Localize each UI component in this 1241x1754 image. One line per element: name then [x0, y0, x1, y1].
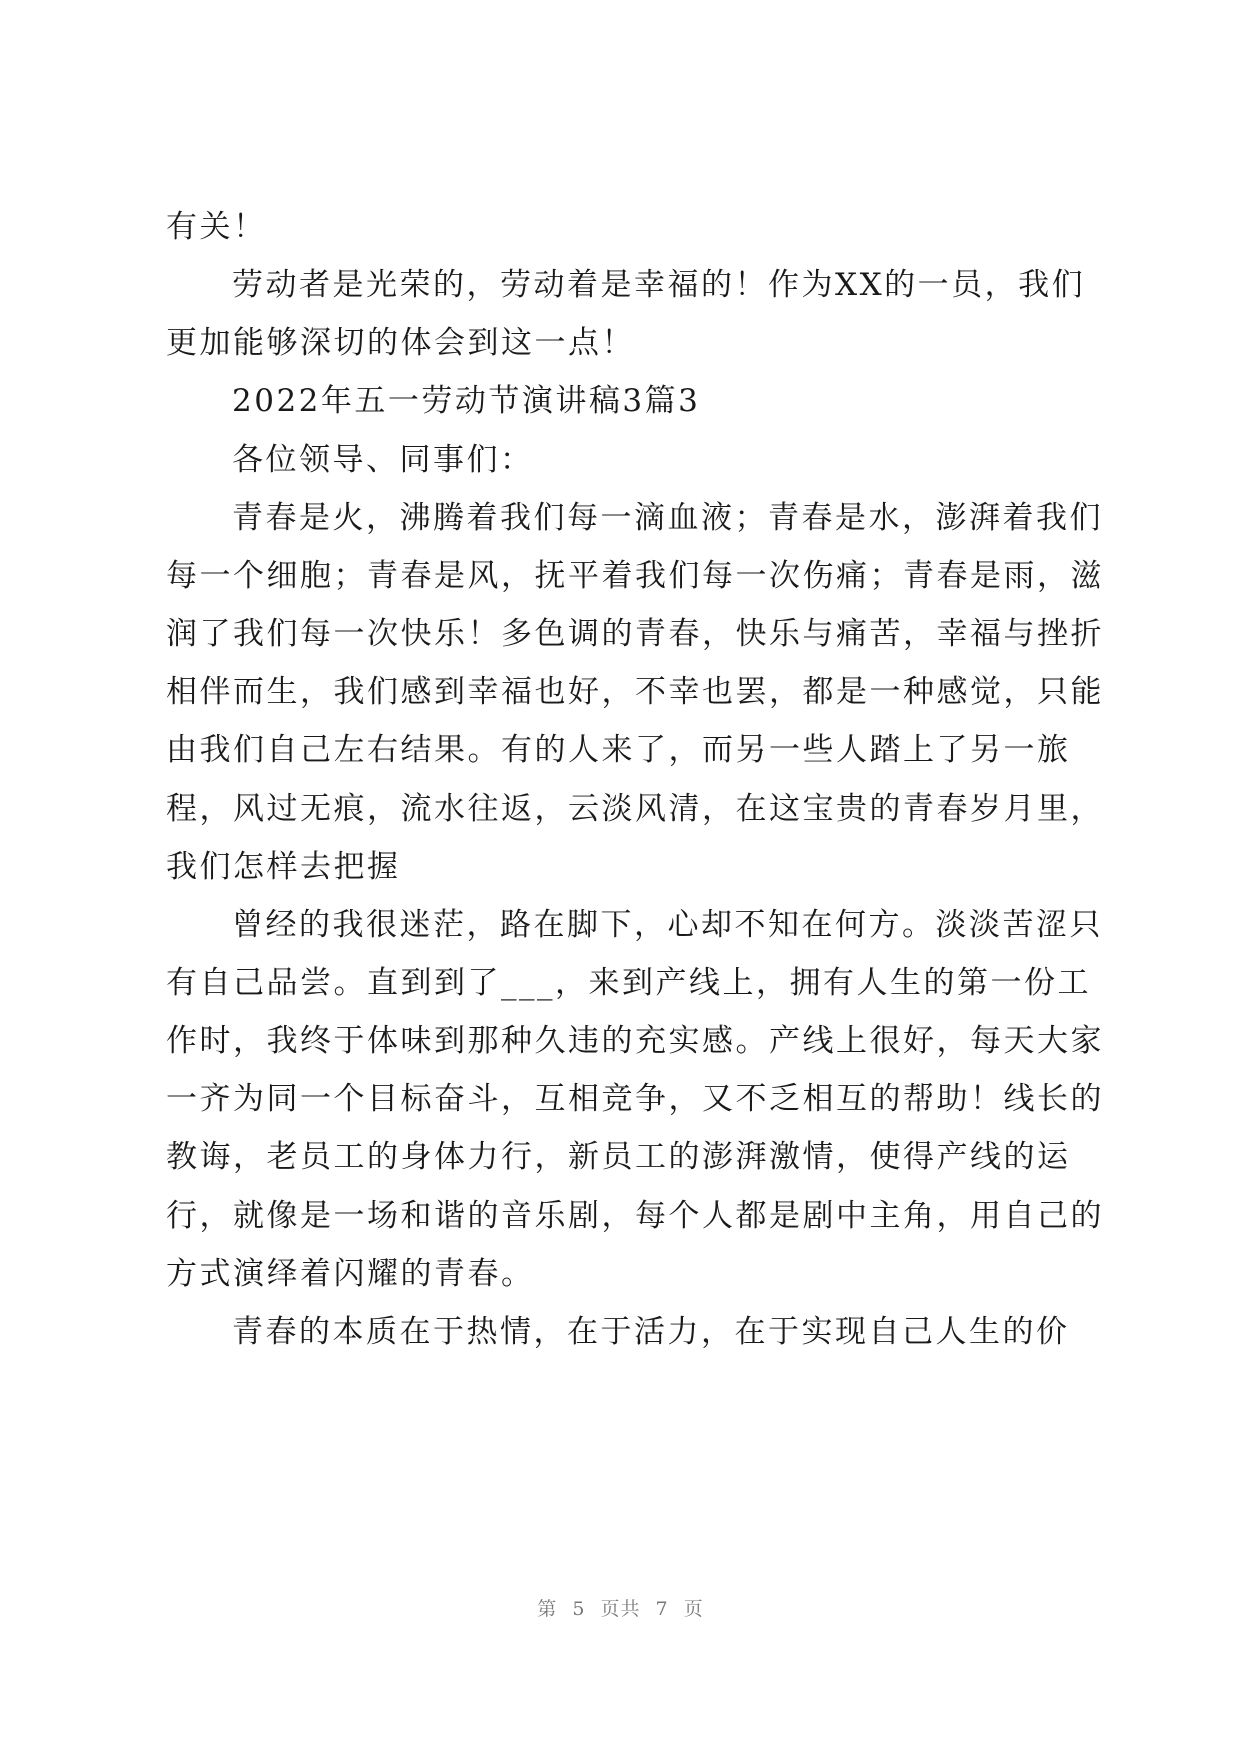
text-line: 劳动者是光荣的，劳动着是幸福的！作为XX的一员，我们: [232, 267, 1086, 303]
text-line: 由我们自己左右结果。有的人来了，而另一些人踏上了另一旅: [166, 732, 1071, 768]
text-line: 青春是火，沸腾着我们每一滴血液；青春是水，澎湃着我们: [232, 500, 1103, 536]
text-line: 青春的本质在于热情，在于活力，在于实现自己人生的价: [232, 1314, 1070, 1350]
text-line: 有自己品尝。直到到了___，来到产线上，拥有人生的第一份工: [166, 965, 1091, 1001]
page-footer: [0, 1594, 1241, 1621]
text-line: 程，风过无痕，流水往返，云淡风清，在这宝贵的青春岁月里，: [166, 791, 1104, 827]
text-line: 我们怎样去把握: [166, 849, 401, 885]
text-line: 一齐为同一个目标奋斗，互相竞争，又不乏相互的帮助！线长的: [166, 1081, 1104, 1117]
text-line: 方式演绎着闪耀的青春。: [166, 1256, 535, 1292]
footer-page-number: 5: [572, 1598, 586, 1620]
text-line: 相伴而生，我们感到幸福也好，不幸也罢，都是一种感觉，只能: [166, 674, 1104, 710]
text-line: 更加能够深切的体会到这一点！: [166, 325, 635, 361]
text-line: 润了我们每一次快乐！多色调的青春，快乐与痛苦，幸福与挫折: [166, 616, 1104, 652]
text-line: 教诲，老员工的身体力行，新员工的澎湃激情，使得产线的运: [166, 1139, 1071, 1175]
footer-middle: 页共: [600, 1598, 641, 1620]
text-line: 有关！: [166, 209, 267, 245]
text-line: 行，就像是一场和谐的音乐剧，每个人都是剧中主角，用自己的: [166, 1198, 1104, 1234]
section-heading: 2022年五一劳动节演讲稿3篇3: [232, 383, 701, 419]
text-line: 曾经的我很迷茫，路在脚下，心却不知在何方。淡淡苦涩只: [232, 907, 1103, 943]
text-line: 每一个细胞；青春是风，抚平着我们每一次伤痛；青春是雨，滋: [166, 558, 1104, 594]
text-line: 作时，我终于体味到那种久违的充实感。产线上很好，每天大家: [166, 1023, 1104, 1059]
footer-page-total: 7: [655, 1598, 669, 1620]
footer-prefix: 第: [537, 1598, 558, 1620]
salutation: 各位领导、同事们：: [232, 442, 534, 478]
footer-suffix: 页: [683, 1598, 704, 1620]
